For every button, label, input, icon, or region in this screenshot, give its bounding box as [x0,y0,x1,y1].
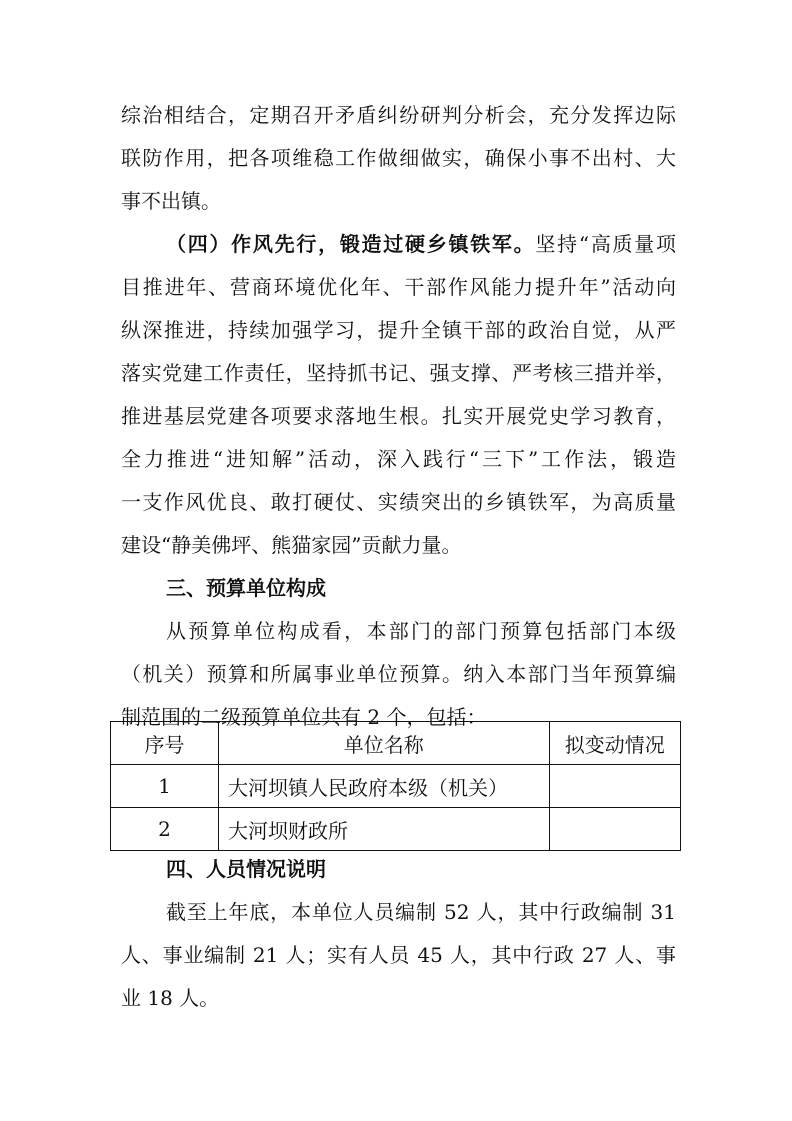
column-header-change: 拟变动情况 [549,722,680,765]
paragraph-line: 截至上年底，本单位人员编制 52 人，其中行政编制 31 [166,900,676,924]
paragraph-line: 建设“静美佛坪、熊猫家园”贡献力量。 [121,533,462,557]
paragraph-line: 目推进年、营商环境优化年、干部作风能力提升年”活动向 [121,275,676,299]
cell-index: 2 [111,808,219,851]
column-header-unit-name: 单位名称 [218,722,549,765]
paragraph-line: 综治相结合，定期召开矛盾纠纷研判分析会，充分发挥边际 [121,103,676,127]
cell-change [549,808,680,851]
table-row [111,808,681,851]
paragraph-line: 全力推进“进知解”活动，深入践行“三下”工作法，锻造 [121,447,676,471]
paragraph-line: 联防作用，把各项维稳工作做细做实，确保小事不出村、大 [121,146,676,170]
paragraph-line: （机关）预算和所属事业单位预算。纳入本部门当年预算编 [121,662,676,686]
paragraph-line: 业 18 人。 [121,986,220,1010]
table-header-row [111,722,681,765]
paragraph-text: 坚持“高质量项 [535,232,677,256]
column-header-index: 序号 [111,722,219,765]
section-heading: 四、人员情况说明 [166,857,326,881]
paragraph-line: 人、事业编制 21 人；实有人员 45 人，其中行政 27 人、事 [121,943,676,967]
cell-change [549,765,680,808]
table-row [111,765,681,808]
cell-index: 1 [111,765,219,808]
section-heading: 三、预算单位构成 [166,576,326,600]
budget-unit-table [110,721,681,851]
paragraph-line: 制范围的二级预算单位共有 2 个，包括： [121,705,487,729]
cell-unit-name: 大河坝财政所 [218,808,549,851]
paragraph-line: 纵深推进，持续加强学习，提升全镇干部的政治自觉，从严 [121,318,676,342]
cell-unit-name: 大河坝镇人民政府本级（机关） [218,765,549,808]
subheading-lead: （四）作风先行，锻造过硬乡镇铁军。 [166,232,536,256]
paragraph-line: 推进基层党建各项要求落地生根。扎实开展党史学习教育， [121,404,676,428]
paragraph-line: 从预算单位构成看，本部门的部门预算包括部门本级 [166,619,676,643]
paragraph-line: 一支作风优良、敢打硬仗、实绩突出的乡镇铁军，为高质量 [121,490,676,514]
paragraph-line: 落实党建工作责任，坚持抓书记、强支撑、严考核三措并举， [121,361,676,385]
paragraph-line: 事不出镇。 [121,189,221,213]
paragraph-first-line [166,232,676,256]
